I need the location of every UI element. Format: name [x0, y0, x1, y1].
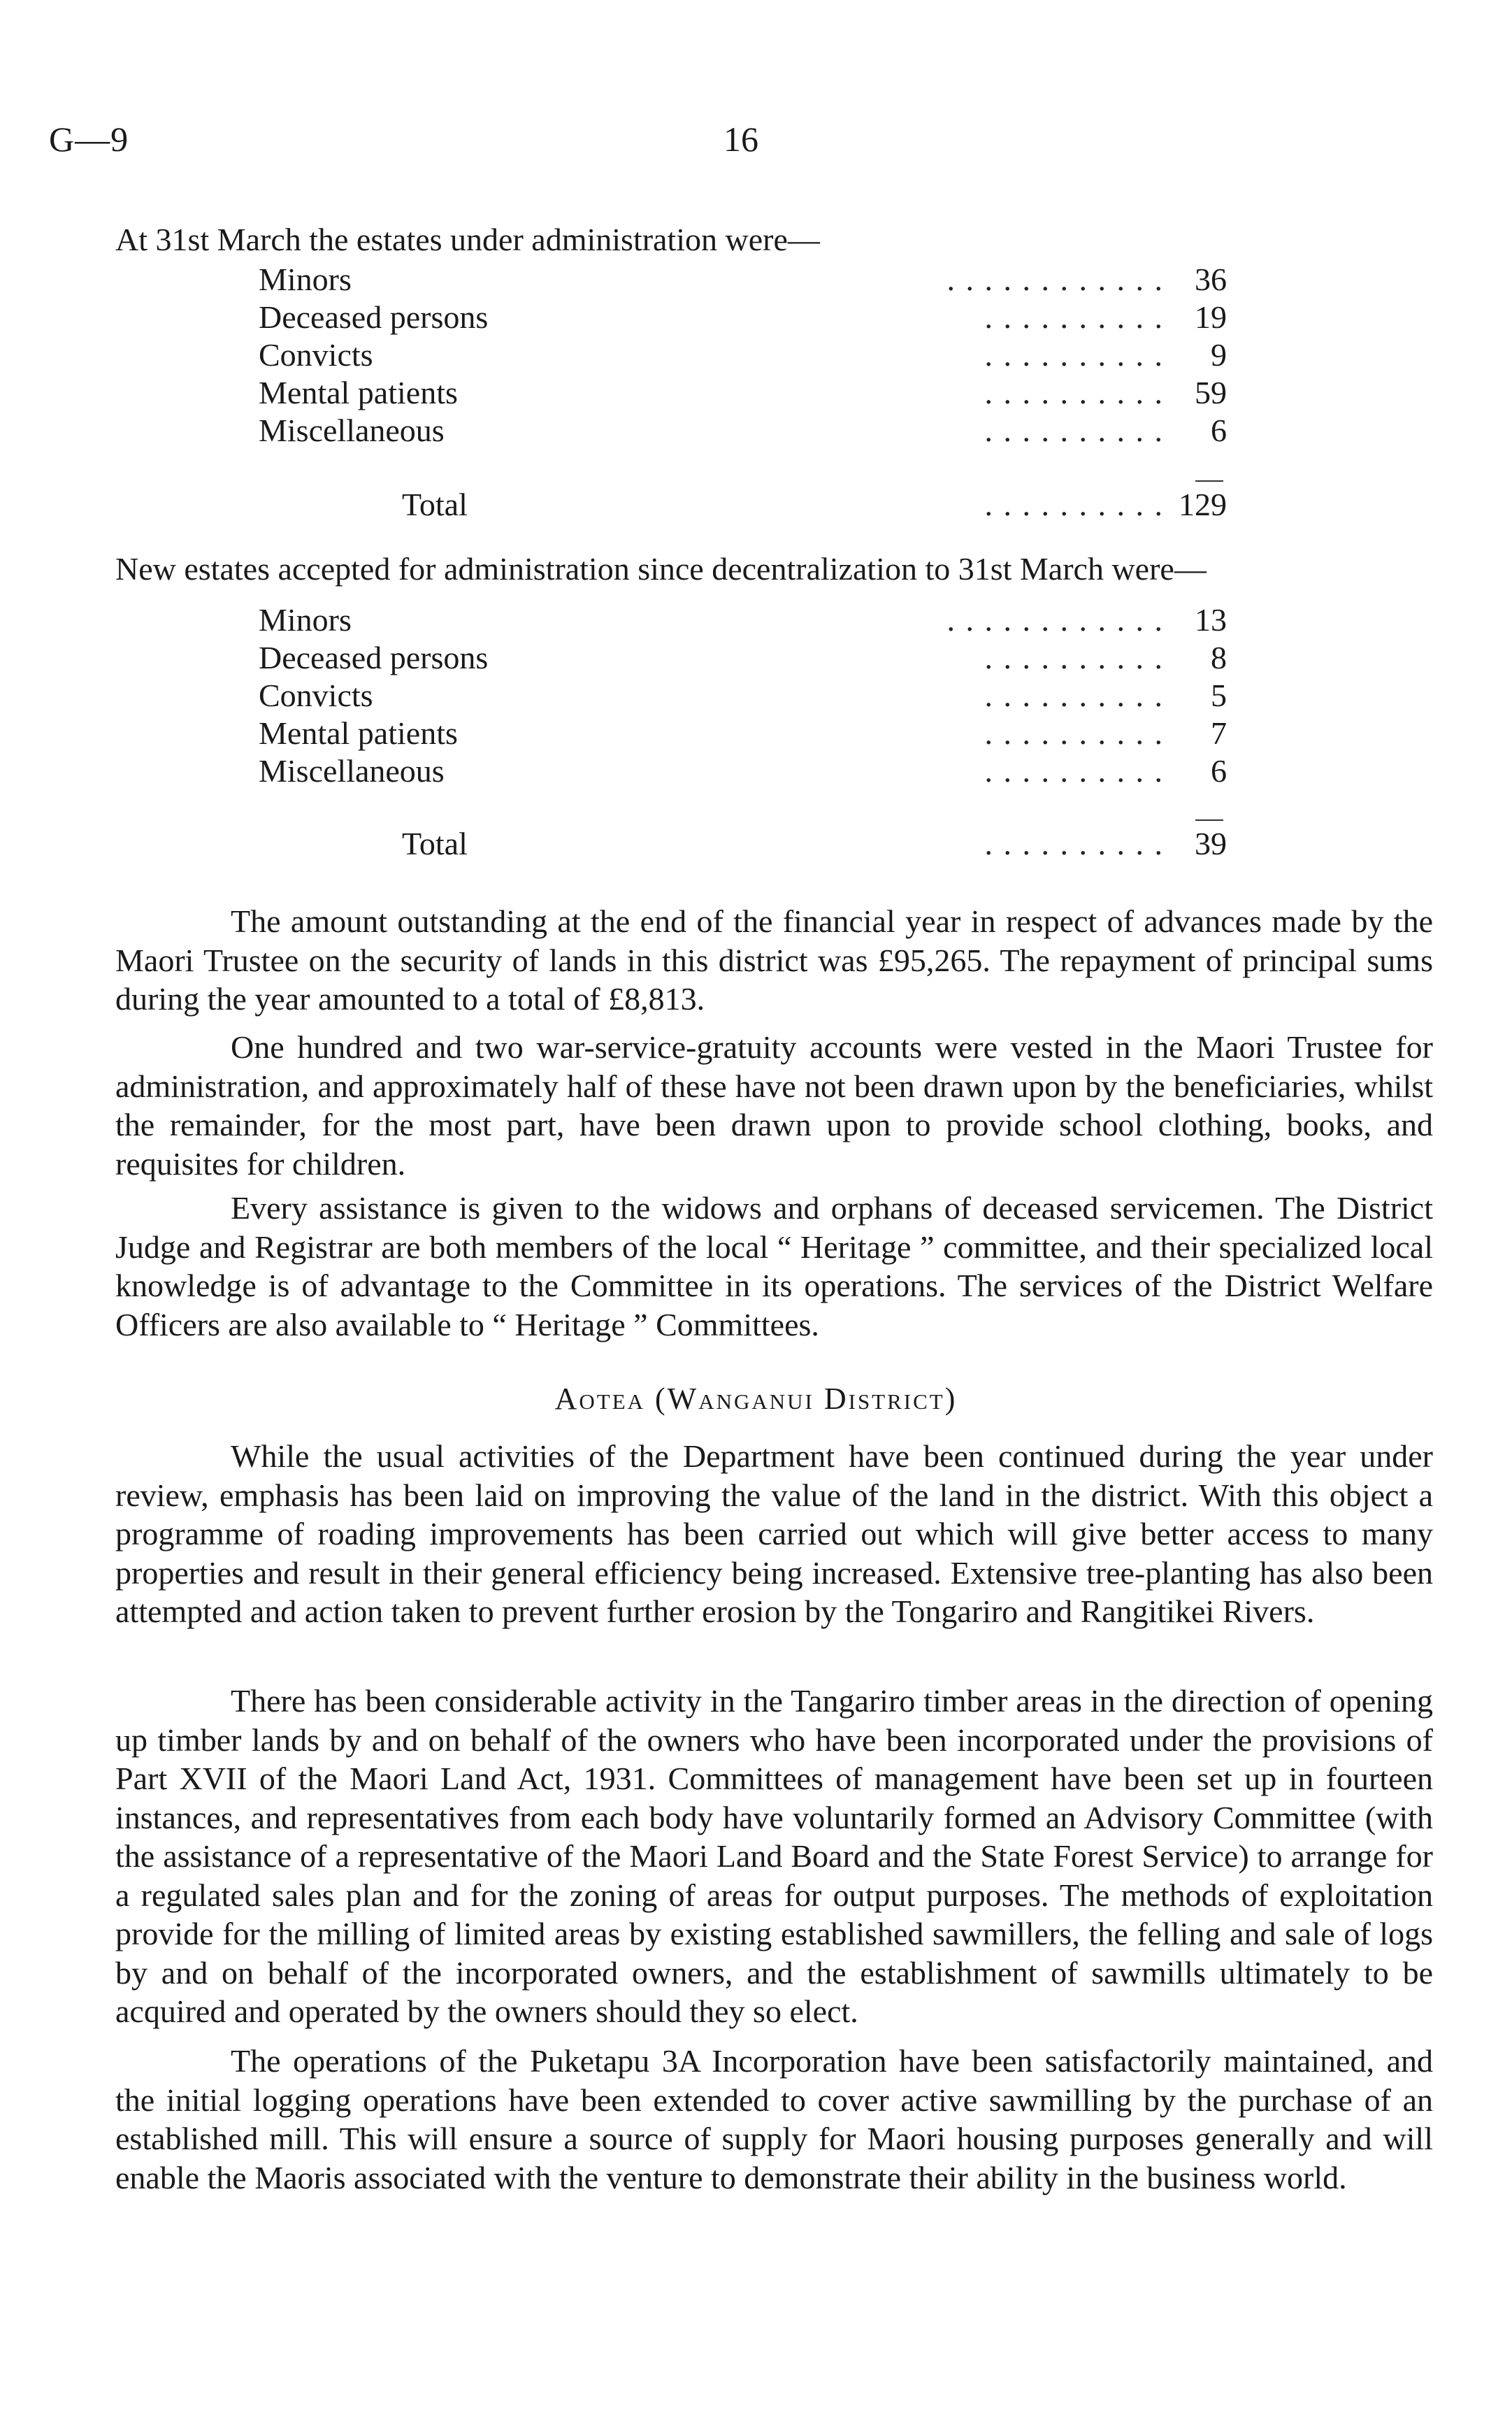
total-label: Total	[402, 826, 468, 861]
row-value: 36	[1195, 261, 1227, 297]
table-row	[259, 639, 1227, 677]
page-number: 16	[723, 120, 758, 159]
row-value: 6	[1211, 413, 1227, 448]
row-label: Mental patients	[259, 715, 458, 751]
table-row	[259, 261, 1227, 299]
dot-leader: . . . . . . . . . . . .	[946, 602, 1164, 638]
total-value: 39	[1195, 826, 1227, 861]
dot-leader: . . . . . . . . . .	[984, 640, 1164, 675]
table-row	[259, 299, 1227, 336]
dot-leader: . . . . . . . . . .	[984, 299, 1164, 335]
estates-new-total	[259, 825, 1227, 863]
row-label: Deceased persons	[259, 640, 489, 675]
dot-leader: . . . . . . . . . . . .	[946, 261, 1164, 297]
row-value: 8	[1211, 640, 1227, 675]
table-row	[259, 601, 1227, 639]
document-reference: G—9	[49, 120, 129, 159]
total-value: 129	[1179, 487, 1227, 522]
row-label: Convicts	[259, 678, 373, 713]
dot-leader: . . . . . . . . . .	[984, 375, 1164, 410]
table-row	[259, 336, 1227, 374]
paragraph-gratuity-accounts: One hundred and two war-service-gratuity accounts were vested in the Maori Trustee for administration, and approximately half of these have not been drawn upon by the beneficiaries, whilst the remainder, for the most part, have been drawn upon to provide school clothing, books, and requisites for children.	[115, 1029, 1433, 1182]
total-rule	[1195, 819, 1223, 821]
dot-leader: . . . . . . . . . .	[984, 337, 1164, 373]
estates-new-intro: New estates accepted for administration since decentralization to 31st March were—	[115, 551, 1207, 587]
row-value: 5	[1211, 678, 1227, 713]
dot-leader: . . . . . . . . . .	[984, 413, 1164, 448]
total-row	[259, 825, 1227, 863]
table-row	[259, 677, 1227, 715]
row-value: 9	[1211, 337, 1227, 373]
table-row	[259, 715, 1227, 752]
total-label: Total	[402, 487, 468, 522]
row-value: 7	[1211, 715, 1227, 751]
estates-current-table	[259, 261, 1227, 450]
row-label: Mental patients	[259, 375, 458, 410]
row-value: 19	[1195, 299, 1227, 335]
paragraph-land-improvement: While the usual activities of the Department have been continued during the year under review, emphasis has been laid on improving the value of the land in the district. With this object a programme of roading improvements has been carried out which will give better access to many properties and result in their general efficiency being increased. Extensive tree-planting has also been attempted and action taken to prevent further erosion by the Tongariro and Rangitikei Rivers.	[115, 1438, 1433, 1629]
dot-leader: . . . . . . . . . .	[984, 487, 1164, 522]
row-value: 59	[1195, 375, 1227, 410]
dot-leader: . . . . . . . . . .	[984, 715, 1164, 751]
paragraph-puketapu: The operations of the Puketapu 3A Incorporation have been satisfactorily maintained, and the initial logging operations have been extended to cover active sawmilling by the purchase of an established mill. This will ensure a source of supply for Maori housing purposes generally and will enable the Maoris associated with the venture to demonstrate their ability in the business world.	[115, 2043, 1433, 2195]
row-label: Miscellaneous	[259, 753, 445, 789]
paragraph-advances: The amount outstanding at the end of the financial year in respect of advances made by the Maori Trustee on the security of lands in this district was £95,265. The repayment of principal sums during the year amounted to a total of £8,813.	[115, 903, 1433, 1017]
dot-leader: . . . . . . . . . .	[984, 678, 1164, 713]
row-value: 13	[1195, 602, 1227, 638]
estates-current-intro: At 31st March the estates under administration were—	[115, 222, 820, 257]
row-label: Miscellaneous	[259, 413, 445, 448]
table-row	[259, 752, 1227, 790]
paragraph-timber-areas: There has been considerable activity in the Tangariro timber areas in the direction of opening up timber lands by and on behalf of the owners who have been incorporated under the provisions of Part XVII of the Maori Land Act, 1931. Committees of management have been set up in fourteen instances, and representatives from each body have voluntarily formed an Advisory Committee (with the assistance of a representative of the Maori Land Board and the State Forest Service) to arrange for a regulated sales plan and for the zoning of areas for output purposes. The methods of exploitation provide for the milling of limited areas by existing established sawmillers, the felling and sale of logs by and on behalf of the incorporated owners, and the establishment of sawmills ultimately to be acquired and operated by the owners should they so elect.	[115, 1683, 1433, 2029]
table-row	[259, 412, 1227, 450]
row-label: Minors	[259, 261, 352, 297]
estates-new-table	[259, 601, 1227, 790]
dot-leader: . . . . . . . . . .	[984, 753, 1164, 789]
row-label: Convicts	[259, 337, 373, 373]
dot-leader: . . . . . . . . . .	[984, 826, 1164, 861]
total-rule	[1195, 480, 1223, 482]
section-heading: Aotea (Wanganui District)	[554, 1382, 958, 1416]
row-value: 6	[1211, 753, 1227, 789]
paragraph-widows-orphans: Every assistance is given to the widows and orphans of deceased servicemen. The District Judge and Registrar are both members of the local “ Heritage ” committee, and their specialized local knowledge is of advantage to the Committee in its operations. The services of the District Welfare Officers are also available to “ Heritage ” Committees.	[115, 1190, 1433, 1342]
total-row	[259, 486, 1227, 524]
table-row	[259, 374, 1227, 412]
row-label: Minors	[259, 602, 352, 638]
row-label: Deceased persons	[259, 299, 489, 335]
estates-current-total	[259, 486, 1227, 524]
